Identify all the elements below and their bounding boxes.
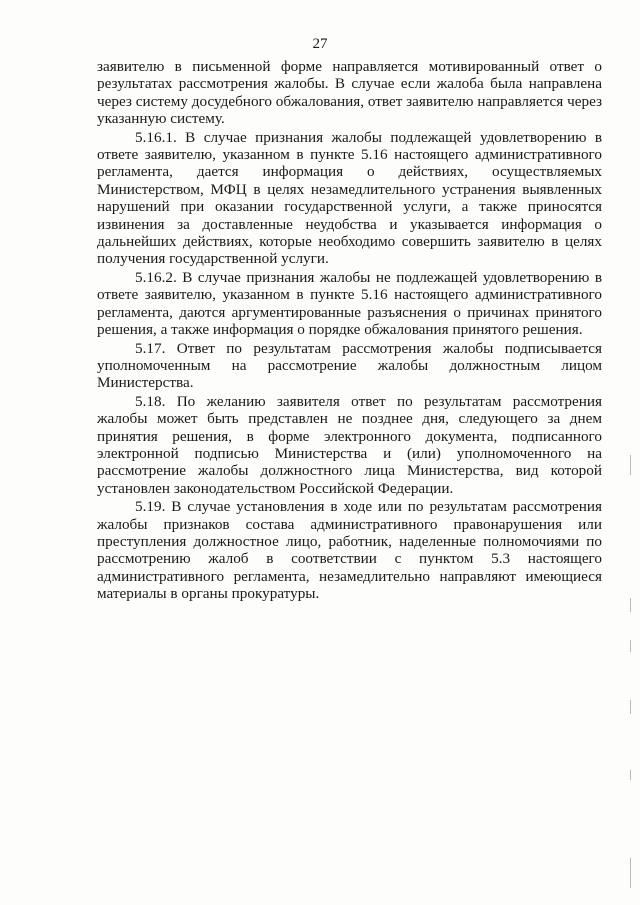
text-line: рассмотрению жалоб в соответствии с пунктом 5.3 настоящего — [97, 550, 602, 568]
paragraph-5-18 — [97, 393, 602, 497]
document-body — [97, 58, 602, 603]
paragraph-5-16-2 — [97, 269, 602, 339]
scan-artifact — [630, 640, 631, 652]
text-line: заявителю в письменной форме направляется мотивированный ответ о — [97, 58, 602, 75]
text-line: 5.16.2. В случае признания жалобы не подлежащей удовлетворению в — [135, 268, 602, 286]
text-line: дальнейших действиях, которые необходимо совершить заявителю в целях — [97, 233, 602, 251]
text-line: электронной подписью Министерства и (или) уполномоченного на — [97, 444, 602, 462]
text-line: извинения за доставленные неудобства и указывается информация о — [97, 215, 602, 233]
text-line: ответе заявителю, указанном в пункте 5.16 настоящего административного — [97, 286, 602, 304]
text-line: результатах рассмотрения жалобы. В случае если жалоба была направлена — [97, 75, 602, 93]
paragraph-5-16-1 — [97, 129, 602, 268]
text-line: уполномоченным на рассмотрение жалобы должностным лицом — [97, 356, 602, 374]
scan-artifact — [630, 455, 631, 475]
text-line: установлен законодательством Российской Федерации. — [97, 479, 454, 497]
scan-artifact — [630, 598, 631, 612]
scan-artifact — [630, 770, 631, 780]
scan-artifact — [630, 700, 631, 714]
text-line: нарушений при оказании государственной услуги, а также приносятся — [97, 198, 602, 216]
text-line: регламента, дается информация о действиях, осуществляемых — [97, 163, 602, 181]
page-number: 27 — [312, 36, 328, 52]
text-line: жалобы признаков состава административного правонарушения или — [97, 515, 602, 533]
text-line: 5.18. По желанию заявителя ответ по результатам рассмотрения — [135, 392, 602, 410]
text-line: 5.19. В случае установления в ходе или по результатам рассмотрения — [135, 498, 602, 516]
text-line: рассмотрение жалобы должностного лица Министерства, вид которой — [97, 462, 602, 480]
text-line: решения, а также информация о порядке обжалования принятого решения. — [97, 321, 583, 339]
text-line: получения государственной услуги. — [97, 250, 329, 268]
text-line: через систему досудебного обжалования, ответ заявителю направляется через — [97, 92, 602, 110]
text-line: указанную систему. — [97, 110, 225, 128]
text-line: Министерством, МФЦ в целях незамедлительного устранения выявленных — [97, 180, 602, 198]
text-line: преступления должностное лицо, работник, наделенные полномочиями по — [97, 532, 602, 550]
paragraph-5-17 — [97, 340, 602, 392]
text-line: принятия решения, в форме электронного документа, подписанного — [97, 427, 602, 445]
text-line: жалобы может быть представлен не позднее дня, следующего за днем — [97, 410, 602, 428]
text-line: регламента, даются аргументированные разъяснения о причинах принятого — [97, 303, 602, 321]
text-line: 5.16.1. В случае признания жалобы подлежащей удовлетворению в — [135, 128, 602, 146]
scan-artifact — [630, 858, 631, 888]
paragraph-5-19 — [97, 498, 602, 602]
text-line: 5.17. Ответ по результатам рассмотрения жалобы подписывается — [135, 339, 602, 357]
paragraph-continuation — [97, 58, 602, 128]
text-line: Министерства. — [97, 374, 194, 392]
text-line: административного регламента, незамедлительно направляют имеющиеся — [97, 567, 602, 585]
text-line: ответе заявителю, указанном в пункте 5.16 настоящего административного — [97, 146, 602, 164]
text-line: материалы в органы прокуратуры. — [97, 585, 320, 603]
